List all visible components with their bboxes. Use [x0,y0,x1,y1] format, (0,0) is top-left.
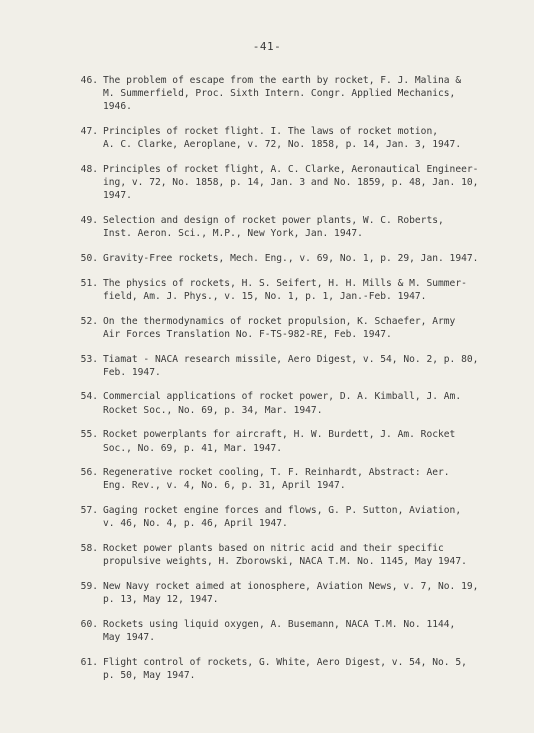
reference-item [72,125,512,151]
reference-number: 58. [80,543,98,555]
reference-text: Rocket power plants based on nitric acid and their specific propulsive weights, H. Zborowski, NACA T.M. No. 1145, May 1947. [103,543,467,568]
reference-item [72,466,512,492]
reference-item [72,504,512,530]
reference-number: 46. [80,75,98,86]
reference-number: 55. [80,429,98,441]
reference-number: 56. [80,467,98,479]
reference-item [72,656,512,682]
reference-text: Flight control of rockets, G. White, Aero Digest, v. 54, No. 5, p. 50, May 1947. [103,656,467,681]
reference-text: Commercial applications of rocket power, D. A. Kimball, J. Am. Rocket Soc., No. 69, p. 34, Mar. 1947. [103,391,462,416]
reference-number: 57. [80,505,98,517]
reference-item [72,428,512,454]
reference-text: The physics of rockets, H. S. Seifert, H. H. Mills & M. Summer- field, Am. J. Phys., v. 15, No. 1, p. 1, Jan.-Feb. 1947. [103,277,467,302]
reference-number: 50. [80,253,98,265]
reference-list [72,74,512,694]
reference-item [72,618,512,644]
reference-item [72,252,512,265]
reference-number: 53. [80,353,98,365]
reference-number: 49. [80,215,98,227]
reference-number: 54. [80,391,98,403]
reference-item [72,390,512,416]
reference-number: 47. [80,126,98,138]
reference-text: Selection and design of rocket power plants, W. C. Roberts, Inst. Aeron. Sci., M.P., New York, Jan. 1947. [103,215,444,240]
reference-text: The problem of escape from the earth by rocket, F. J. Malina & M. Summerfield, Proc. Sixth Intern. Congr. Applied Mechanics, 1946. [103,75,462,113]
reference-number: 52. [80,315,98,327]
reference-item [72,542,512,568]
reference-item [72,580,512,606]
reference-item [72,315,512,341]
reference-number: 51. [80,277,98,289]
reference-text: Regenerative rocket cooling, T. F. Reinhardt, Abstract: Aer. Eng. Rev., v. 4, No. 6, p. 31, April 1947. [103,467,450,492]
reference-item [72,353,512,379]
page-number: -41- [252,40,282,53]
reference-item [72,214,512,240]
reference-item [72,74,512,114]
reference-number: 48. [80,164,98,176]
reference-number: 59. [80,580,98,592]
reference-text: New Navy rocket aimed at ionosphere, Aviation News, v. 7, No. 19, p. 13, May 12, 1947. [103,580,479,606]
reference-text: Principles of rocket flight. I. The laws of rocket motion, A. C. Clarke, Aeroplane, v. 72, No. 1858, p. 14, Jan. 3, 1947. [103,126,462,151]
reference-text: Principles of rocket flight, A. C. Clarke, Aeronautical Engineer- ing, v. 72, No. 1858, p. 14, Jan. 3 and No. 1859, p. 48, Jan. 10, 1947. [103,164,479,202]
reference-text: Rockets using liquid oxygen, A. Busemann, NACA T.M. No. 1144, May 1947. [103,618,456,644]
reference-number: 60. [80,618,98,630]
reference-item [72,163,512,203]
reference-text: Gaging rocket engine forces and flows, G. P. Sutton, Aviation, v. 46, No. 4, p. 46, April 1947. [103,505,462,530]
reference-text: Gravity-Free rockets, Mech. Eng., v. 69, No. 1, p. 29, Jan. 1947. [103,253,479,265]
reference-text: On the thermodynamics of rocket propulsion, K. Schaefer, Army Air Forces Translation No. F-TS-982-RE, Feb. 1947. [103,315,456,340]
reference-item [72,277,512,303]
reference-text: Tiamat - NACA research missile, Aero Digest, v. 54, No. 2, p. 80, Feb. 1947. [103,353,479,378]
reference-text: Rocket powerplants for aircraft, H. W. Burdett, J. Am. Rocket Soc., No. 69, p. 41, Mar. 1947. [103,429,456,454]
reference-number: 61. [80,656,98,668]
